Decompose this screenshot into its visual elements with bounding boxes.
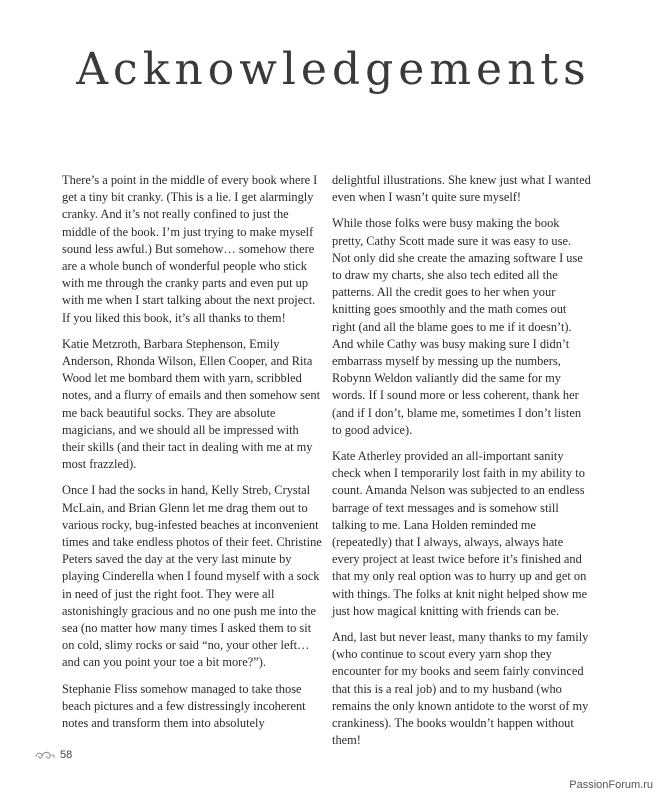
paragraph: delightful illustrations. She knew just what I wanted even when I wasn’t quite sure myself!	[332, 173, 591, 205]
paragraph: Stephanie Fliss somehow managed to take those beach pictures and a few distressingly incoherent notes and transform them into absolutely	[62, 681, 306, 731]
left-column	[62, 172, 322, 741]
page-number: 58	[60, 749, 73, 761]
paragraph: Kate Atherley provided an all-important sanity check when I temporarily lost faith in my ability to count. Amanda Nelson was subjected to an endless barrage of text messages and is somehow still talking to me. Lana Holden reminded me (repeatedly) that I always, always, always hate every project at least twice before it’s finished and that my only real option was to hurry up and get on with things. The folks at knit night helped show me just how magical knitting with friends can be.	[332, 449, 588, 618]
paragraph: And, last but never least, many thanks to my family (who continue to scout every yarn shop they encounter for my books and seem fairly convinced that this is a real job) and to my husband (who remains the only known antidote to the worst of my crankiness). The books wouldn’t happen without them!	[332, 630, 589, 748]
paragraph: Katie Metzroth, Barbara Stephenson, Emily Anderson, Rhonda Wilson, Ellen Cooper, and Rita Wood let me bombard them with yarn, scribbled notes, and a flurry of emails and then somehow sent me back beautiful socks. They are absolute magicians, and we should all be impressed with their skills (and their tact in dealing with me at my most frazzled).	[62, 336, 321, 472]
paragraph: Once I had the socks in hand, Kelly Streb, Crystal McLain, and Brian Glenn let me drag them out to various rocky, bug-infested beaches at inconvenient times and take endless photos of their feet. Christine Peters saved the day at the very last minute by playing Cinderella when I found myself with a sock in need of just the right foot. They were all astonishingly gracious and no one push me into the sea (no matter how many times I asked them to sit on cold, slimy rocks or said “no, your other left…and can you point your toe a bit more?”).	[62, 483, 322, 670]
watermark: PassionForum.ru	[569, 779, 653, 791]
page-title: Acknowledgements	[76, 44, 591, 95]
flourish-icon	[34, 748, 56, 762]
right-column	[332, 172, 592, 759]
paragraph: There’s a point in the middle of every book where I get a tiny bit cranky. (This is a lie. I get alarmingly cranky. And it’s not really confined to just the middle of the book. I’m just trying to make myself sound less awful.) But somehow… somehow there are a whole bunch of wonderful people who stick with me through the cranky parts and even put up with me when I start talking about the next project. If you liked this book, it’s all thanks to them!	[62, 173, 318, 325]
paragraph: While those folks were busy making the book pretty, Cathy Scott made sure it was easy to use. Not only did she create the amazing software I use to draw my charts, she also tech edited all the patterns. All the credit goes to her when your knitting goes smoothly and the math comes out right (and all the blame goes to me if it doesn’t). And while Cathy was busy making sure I didn’t embarrass myself by messing up the numbers, Robynn Weldon valiantly did the same for my words. If I sound more or less coherent, thank her (and if I don’t, blame me, sometimes I don’t listen to good advice).	[332, 216, 583, 437]
page-footer	[34, 748, 72, 762]
